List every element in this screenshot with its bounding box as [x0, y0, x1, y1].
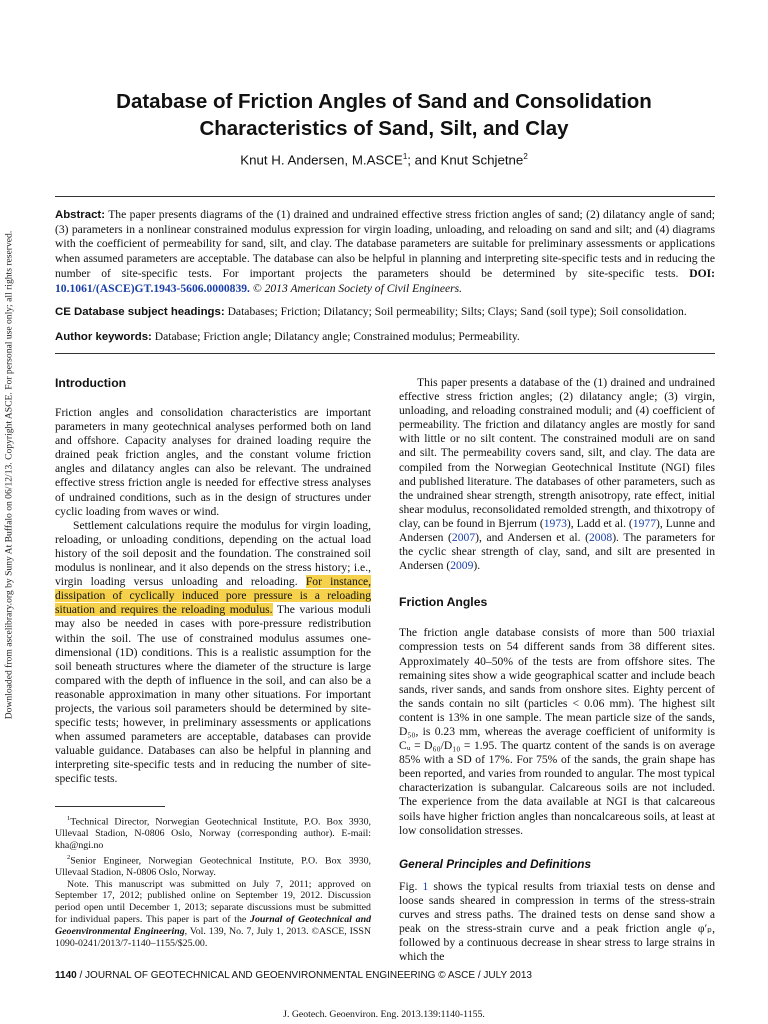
figure-1-link[interactable]: 1 — [422, 879, 429, 893]
scope-paragraph — [399, 376, 715, 573]
page-number: 1140 — [55, 970, 77, 981]
highlighted-text[interactable]: For instance, dissipation of cyclically induced pore pressure is a reloading situation and requires the reloading modulus. — [55, 575, 372, 617]
friction-angles-paragraph: The friction angle database consists of more than 500 triaxial compression tests on 54 different sands from 38 different sites. Approximately 40–50% of the tests are from offshore sites. The remaining sites show a wide geographical scatter and include beach sands, river sands, and sands from onshore sites. Eighty percent of the sands contain no silt (particles < 0.06 mm). The highest silt content is 13% in one sample. The mean particle size of the sands, D₅₀, is 0.23 mm, whereas the average coefficient of uniformity is Cᵤ = D₆₀/D₁₀ = 1.95. The quartz content of the sands is on average 85% with a SD of 17%. For 75% of the sands, the grain shape has been reported, and varies from rounded to angular. The most typical characterization is subangular. Calcareous soils are not included. The experience from the data available at NGI is that calcareous soils have higher friction angles than noncalcareous soils, at least at low consolidation stresses. — [399, 626, 715, 837]
paper-title — [40, 88, 728, 142]
footnote-1-mark: 1 — [67, 815, 71, 822]
scope-text-a: This paper presents a database of the (1) drained and undrained effective stress friction angles; (2) dilatancy angle; (3) virgin, unloading, and reloading constrained moduli; and (4) coefficient of permeability. The friction and dilatancy angles are mostly for sand with little or no silt content. The constrained moduli are on sand and silt. The permeability covers sand, silt, and clay. The data are compiled from the Norwegian Geotechnical Institute (NGI) files and published literature. The databases of other parameters, such as the undrained shear strength, strength anisotropy, rate effect, initial shear modulus, reconsolidated remolded strength, and thixotropy of clay, can be found in Bjerrum ( — [399, 376, 715, 530]
page-footer — [55, 970, 532, 981]
principles-text-a: Fig. — [399, 879, 423, 893]
footnote-2-text: Senior Engineer, Norwegian Geotechnical Institute, P.O. Box 3930, Ullevaal Stadion, N-0806 Oslo, Norway. — [55, 854, 371, 878]
doi-link[interactable]: 10.1061/(ASCE)GT.1943-5606.0000839. — [55, 281, 250, 295]
footnote-1-text: Technical Director, Norwegian Geotechnical Institute, P.O. Box 3930, Ullevaal Stadion, N-0806 Oslo, Norway (corresponding author). E-mail: kha@ngi.no — [55, 816, 371, 851]
download-watermark — [0, 230, 18, 720]
top-divider — [55, 196, 715, 197]
citation-line: J. Geotech. Geoenviron. Eng. 2013.139:1140-1155. — [283, 1009, 485, 1020]
introduction-paragraph-2 — [55, 519, 371, 787]
doi-label: DOI: — [689, 266, 715, 280]
scope-text-f: ). — [473, 559, 481, 573]
author-keywords-label: Author keywords: — [55, 331, 152, 343]
footnote-2 — [55, 852, 371, 879]
manuscript-note — [55, 879, 371, 950]
author-2-affiliation-mark: 2 — [523, 152, 528, 161]
download-notice: Downloaded from ascelibrary.org by Suny At Buffalo on 06/12/13. Copyright ASCE. For personal use only; all rights reserved. — [3, 230, 15, 720]
journal-footer: / JOURNAL OF GEOTECHNICAL AND GEOENVIRONMENTAL ENGINEERING © ASCE / JULY 2013 — [76, 970, 532, 981]
paragraph-2-text-b: The various moduli may also be needed in cases with pore-pressure redistribution within the soil. The use of constrained modulus assumes one-dimensional (1D) conditions. This is a realistic assumption for the soil beneath structures where the diameter of the structure is large compared with the depth of influence in the soil, and can also be a reasonable approximation in many other situations. For important projects, the various soil parameters should be determined by site-specific tests; however, in preliminary assessments or applications when assumed parameters are acceptable, databases can provide valuable guidance. Databases can also be helpful in planning and interpreting site-specific tests and in reducing the number of site-specific tests. — [55, 603, 371, 786]
author-separator: ; and Knut Schjetne — [407, 152, 524, 168]
principles-paragraph — [399, 880, 715, 965]
author-1-affiliation-mark: 1 — [402, 152, 408, 161]
ref-ladd-1977[interactable]: 1977 — [632, 516, 656, 530]
journal-name: Journal of Geotechnical and Geoenvironmental Engineering — [55, 913, 372, 937]
abstract-text: The paper presents diagrams of the (1) drained and undrained effective stress friction angles of sand; (2) dilatancy angle of sand; (3) parameters in a nonlinear constrained modulus expression for virgin loading, unloading, and reloading on sand and silt; and (4) diagrams with the coefficient of permeability for sand, silt, and clay. The database parameters are suitable for preliminary assessments or applications when assumed parameters are acceptable. The database can also be helpful in planning and interpreting site-specific tests and in reducing the number of site-specific tests. For important projects the parameters should be determined by site-specific tests. — [55, 208, 715, 280]
principles-text-b: shows the typical results from triaxial tests on dense and loose sands sheared in compression in terms of the stress-strain curves and stress paths. The drained tests on dense sand show a peak on the stress-strain curve and a peak friction angle φ′ₚ, followed by a continuous decrease in shear stress to large strains in which the — [399, 879, 715, 964]
note-text-b: , Vol. 139, No. 7, July 1, 2013. ©ASCE, ISSN 1090-0241/2013/7-1140–1155/$25.00. — [55, 925, 371, 949]
ref-lunne-2007[interactable]: 2007 — [451, 531, 476, 545]
right-column — [399, 376, 715, 964]
title-line-1: Database of Friction Angles of Sand and Consolidation — [116, 90, 652, 113]
ref-andersen-2009[interactable]: 2009 — [450, 559, 474, 573]
note-text-a: Note. This manuscript was submitted on July 7, 2011; approved on September 17, 2012; published online on September 19, 2012. Discussion period open until December 1, 2013; separate discussions must be submitted for individual papers. This paper is part of the — [55, 878, 371, 925]
ref-andersen-2008[interactable]: 2008 — [589, 531, 613, 545]
principles-heading: General Principles and Definitions — [399, 856, 592, 871]
scope-text-c: ), Lunne and Andersen ( — [399, 516, 715, 545]
abstract-divider — [55, 353, 715, 354]
left-column — [55, 376, 371, 787]
ref-bjerrum-1973[interactable]: 1973 — [543, 516, 567, 530]
footnote-2-mark: 2 — [67, 853, 71, 861]
author-keywords — [55, 330, 715, 345]
scope-text-d: ), and Andersen et al. ( — [475, 531, 589, 545]
friction-angles-heading: Friction Angles — [399, 595, 488, 610]
paragraph-2-text-a: Settlement calculations require the modulus for virgin loading, reloading, or unloading conditions, depending on the actual load history of the soil deposit and the foundation. The constrained soil modulus is nonlinear, and it also depends on the stress history; i.e., virgin loading versus unloading and reloading. — [55, 518, 371, 589]
abstract-label: Abstract: — [55, 209, 106, 221]
subject-headings-label: CE Database subject headings: — [55, 306, 225, 318]
introduction-heading: Introduction — [55, 376, 127, 390]
author-1: Knut H. Andersen, M.ASCE — [240, 152, 403, 168]
footnotes — [55, 806, 371, 949]
footnote-1 — [55, 813, 371, 852]
copyright-notice: © 2013 American Society of Civil Engineers. — [252, 281, 463, 295]
author-keywords-text: Database; Friction angle; Dilatancy angle; Constrained modulus; Permeability. — [154, 330, 520, 343]
footnote-divider — [55, 806, 165, 807]
author-line — [40, 152, 728, 167]
scope-text-e: ). The parameters for the cyclic shear strength of clay, sand, and silt are presented in Andersen ( — [399, 531, 715, 573]
title-line-2: Characteristics of Sand, Silt, and Clay — [199, 117, 569, 140]
abstract — [55, 208, 715, 296]
introduction-paragraph-1: Friction angles and consolidation characteristics are important parameters in many geotechnical analyses performed both on land and offshore. Capacity analyses for drained loading require the drained peak friction angles, and the constant volume friction angles and dilatancy angles can also be relevant. The undrained effective stress friction angle is needed for effective stress analyses of undrained conditions, such as in the design of structures under cyclic loading from waves or wind. — [55, 406, 371, 518]
subject-headings — [55, 305, 715, 320]
subject-headings-text: Databases; Friction; Dilatancy; Soil permeability; Silts; Clays; Sand (soil type); Soil consolidation. — [227, 305, 687, 318]
scope-text-b: ), Ladd et al. ( — [566, 516, 633, 530]
